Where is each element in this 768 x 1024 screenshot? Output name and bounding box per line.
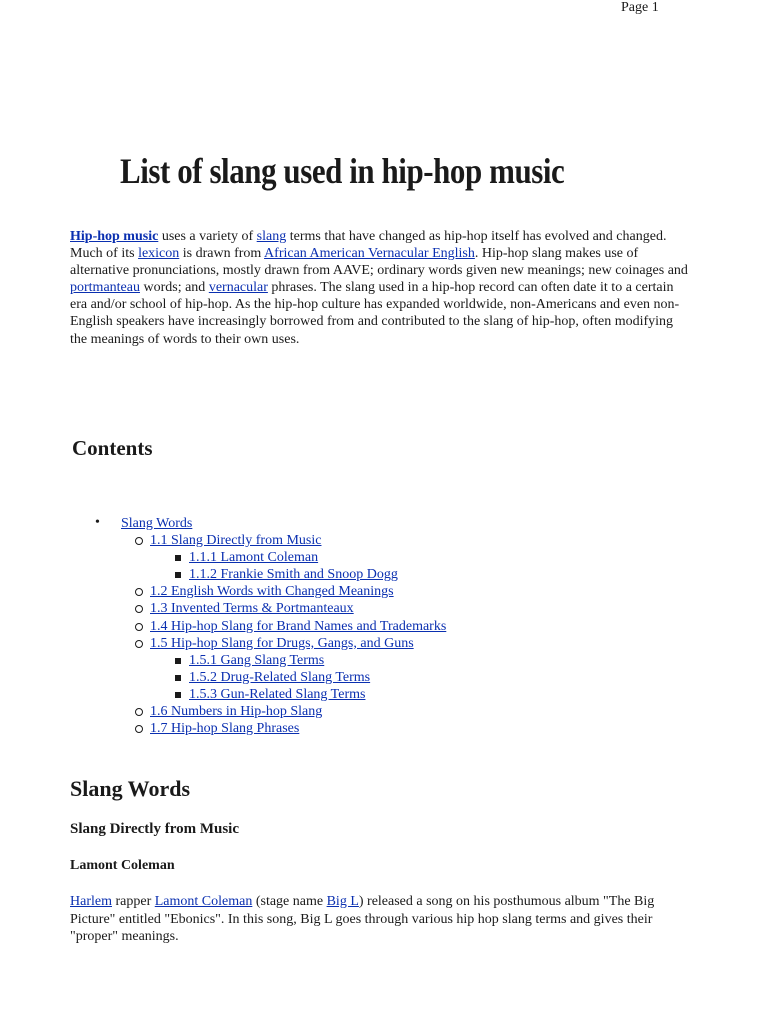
toc-link-1-2[interactable]: 1.2 English Words with Changed Meanings xyxy=(150,584,394,600)
toc-link-1-1-1[interactable]: 1.1.1 Lamont Coleman xyxy=(189,550,319,566)
toc-link-1-5-1[interactable]: 1.5.1 Gang Slang Terms xyxy=(189,652,325,668)
intro-paragraph xyxy=(70,228,690,348)
link-slang[interactable]: slang xyxy=(256,229,287,244)
toc-item xyxy=(95,549,446,566)
toc-link-slang-words[interactable]: Slang Words xyxy=(121,516,193,531)
toc-item xyxy=(95,720,446,737)
link-portmanteau[interactable]: portmanteau xyxy=(70,280,140,296)
para-text: rapper xyxy=(111,894,155,909)
intro-text: uses a variety of xyxy=(158,229,257,244)
para-text: ) released a song on his posthumous album "The Big Picture" entitled "Ebonics". In this song, Big L goes through various hip hop slang terms and gives their "proper" meanings. xyxy=(70,894,655,944)
link-hip-hop-music[interactable]: Hip-hop music xyxy=(70,229,159,244)
toc-link-1-4[interactable]: 1.4 Hip-hop Slang for Brand Names and Trademarks xyxy=(150,618,447,634)
intro-text: words; and xyxy=(139,280,209,296)
toc-item xyxy=(95,635,446,652)
toc-item xyxy=(95,566,446,583)
intro-text: . Hip-hop slang makes use of alternative pronunciations, mostly drawn from AAVE; ordinary words given new meanings; new coinages and xyxy=(70,246,688,279)
subsubsection-heading-lamont-coleman: Lamont Coleman xyxy=(70,858,175,873)
intro-text: phrases. The slang used in a hip-hop record can often date it to a certain era and/or school of hip-hop. As the hip-hop culture has expanded worldwide, non-Americans and even non-English speakers have increasingly borrowed from and contributed to the slang of hip-hop, often modifying the meanings of words to their own uses. xyxy=(70,280,680,347)
toc-item xyxy=(95,532,446,549)
contents-heading: Contents xyxy=(72,436,153,460)
table-of-contents xyxy=(95,515,446,737)
toc-link-1-7[interactable]: 1.7 Hip-hop Slang Phrases xyxy=(150,721,300,737)
toc-link-1-5[interactable]: 1.5 Hip-hop Slang for Drugs, Gangs, and Guns xyxy=(150,635,414,651)
toc-link-1-6[interactable]: 1.6 Numbers in Hip-hop Slang xyxy=(150,704,323,720)
link-vernacular[interactable]: vernacular xyxy=(208,280,268,296)
toc-item xyxy=(95,703,446,720)
page-title: List of slang used in hip-hop music xyxy=(120,151,565,191)
link-harlem[interactable]: Harlem xyxy=(70,894,112,909)
section-heading-slang-words: Slang Words xyxy=(70,776,191,801)
toc-link-1-3[interactable]: 1.3 Invented Terms & Portmanteaux xyxy=(150,601,354,617)
toc-item xyxy=(95,515,446,532)
toc-link-1-5-3[interactable]: 1.5.3 Gun-Related Slang Terms xyxy=(189,686,366,702)
toc-link-1-1-2[interactable]: 1.1.2 Frankie Smith and Snoop Dogg xyxy=(189,567,398,583)
link-lamont-coleman[interactable]: Lamont Coleman xyxy=(154,894,253,909)
lamont-coleman-paragraph xyxy=(70,893,695,946)
toc-link-1-5-2[interactable]: 1.5.2 Drug-Related Slang Terms xyxy=(189,669,371,685)
para-text: (stage name xyxy=(252,894,327,909)
link-aave[interactable]: African American Vernacular English xyxy=(264,246,475,262)
toc-link-1-1[interactable]: 1.1 Slang Directly from Music xyxy=(150,533,322,549)
intro-text: is drawn from xyxy=(179,246,265,262)
toc-item xyxy=(95,652,446,669)
subsection-heading-slang-from-music: Slang Directly from Music xyxy=(70,821,240,837)
toc-item xyxy=(95,618,446,635)
toc-item xyxy=(95,583,446,600)
intro-text: terms that have changed as hip-hop itself has evolved and changed. Much of its xyxy=(70,229,667,262)
toc-item xyxy=(95,600,446,617)
link-big-l[interactable]: Big L xyxy=(326,894,359,909)
link-lexicon[interactable]: lexicon xyxy=(138,246,180,262)
toc-item xyxy=(95,669,446,686)
toc-item xyxy=(95,686,446,703)
page-number: Page 1 xyxy=(621,0,659,15)
